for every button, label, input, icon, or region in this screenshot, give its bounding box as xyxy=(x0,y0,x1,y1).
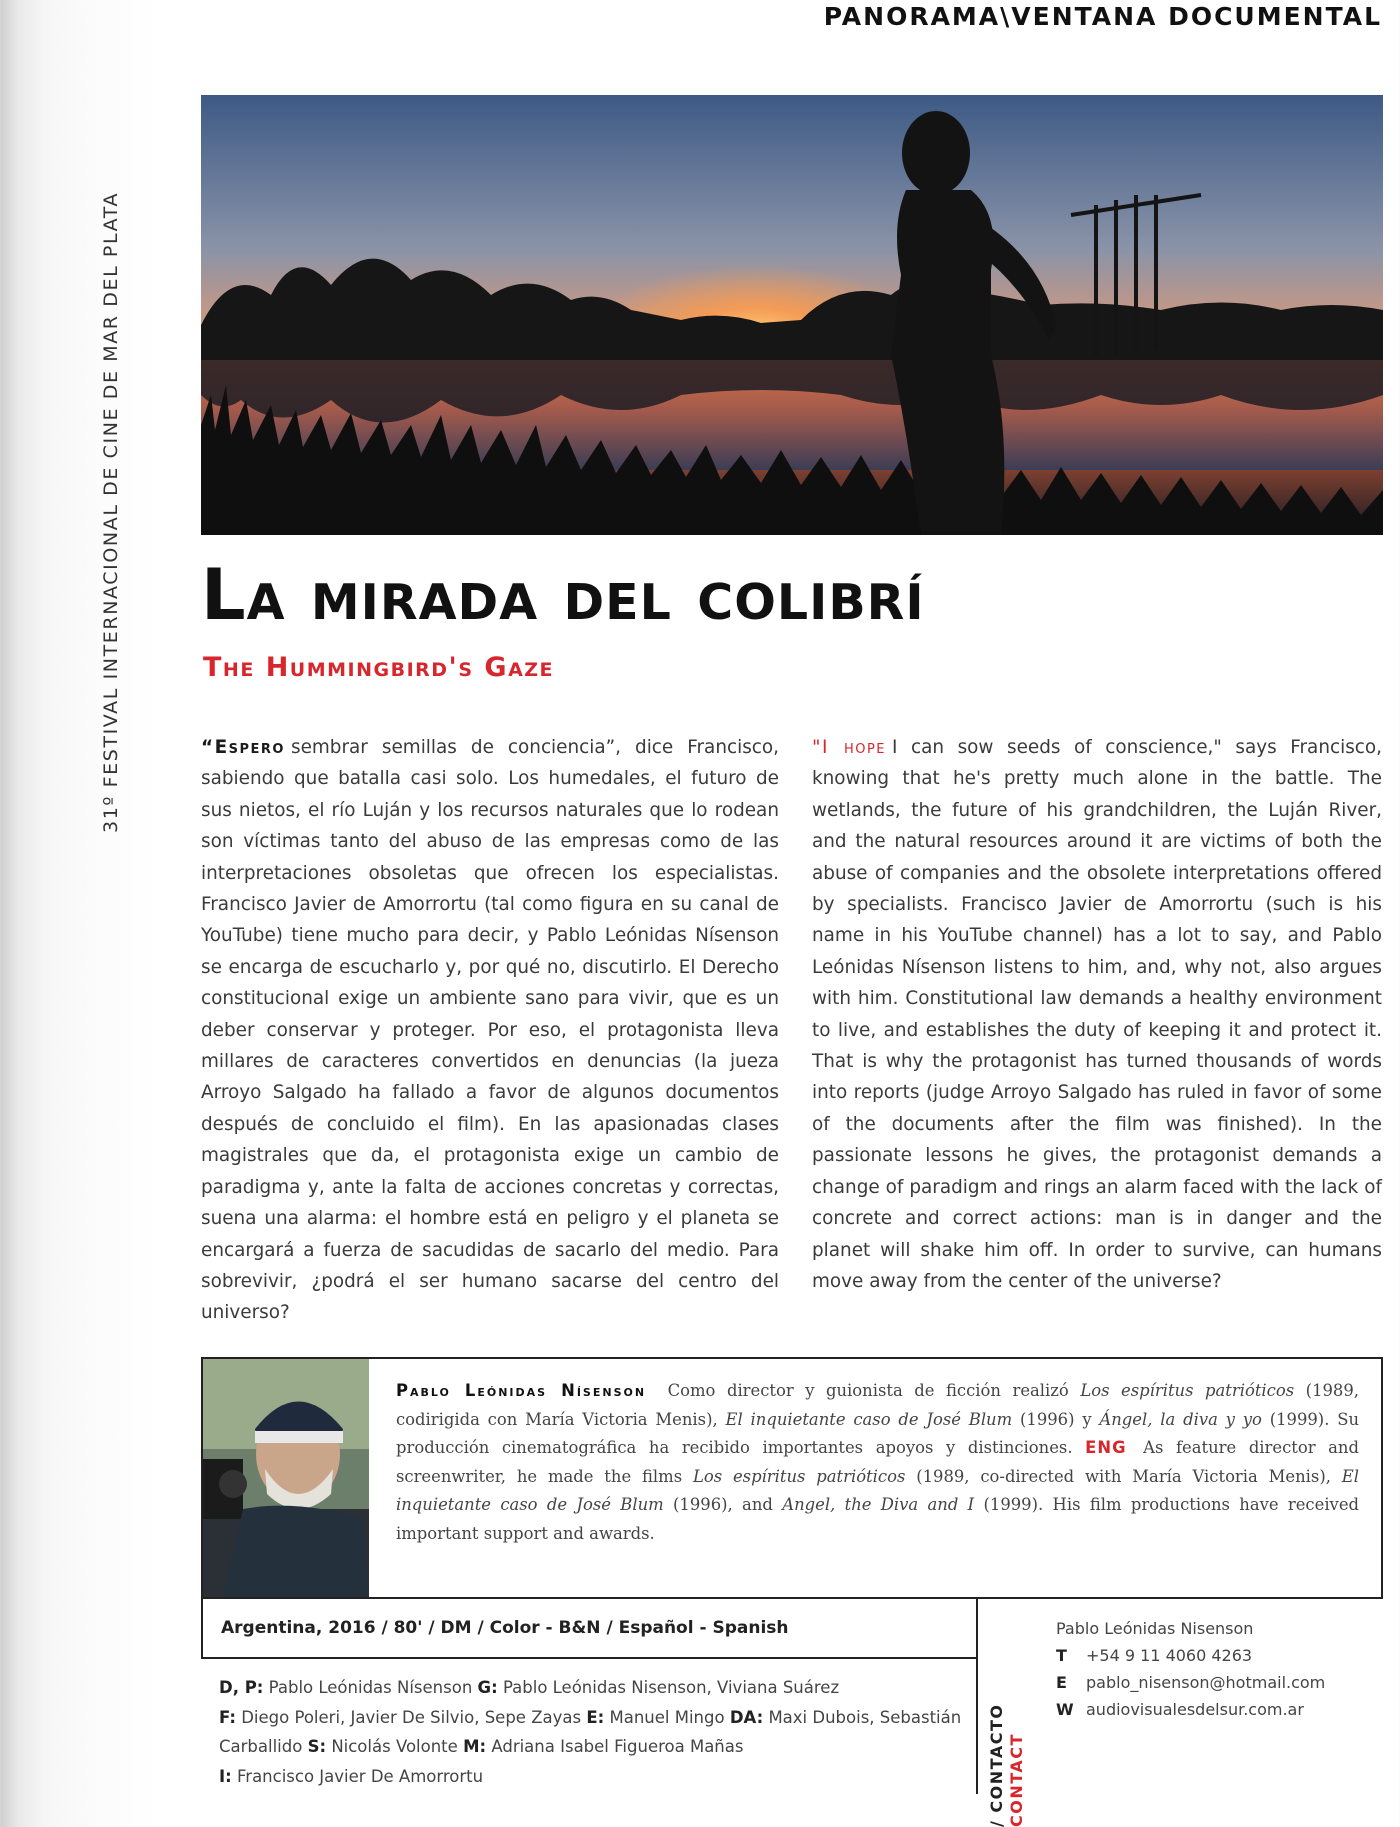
credit-value: Nicolás Volonte xyxy=(331,1737,458,1756)
credit-label: F: xyxy=(219,1707,236,1727)
credit-label: M: xyxy=(463,1737,487,1756)
synopsis-english xyxy=(812,732,1382,1297)
tech-specs-bar xyxy=(201,1599,976,1659)
contact-vertical-label xyxy=(987,1704,1027,1827)
credit-value: Manuel Mingo xyxy=(609,1707,725,1727)
bio-film-title: El inquietante caso de José Blum xyxy=(396,1466,1359,1514)
credit-value: Maxi Dubois, Sebastián Carballido xyxy=(219,1707,962,1756)
synopsis-en-lead: "I hope xyxy=(812,737,886,758)
contact-web-row xyxy=(1056,1696,1376,1723)
credit-label: S: xyxy=(307,1737,327,1756)
credit-label: D, P: xyxy=(219,1678,264,1697)
bio-es-text: (1989, codirigida con María Victoria Menis), xyxy=(396,1381,1359,1429)
credit-value: Francisco Javier De Amorrortu xyxy=(237,1766,484,1786)
credit-value: Pablo Leónidas Nísenson xyxy=(268,1678,473,1697)
bio-en-text: (1996), and xyxy=(673,1495,773,1514)
web-label: W xyxy=(1056,1700,1074,1719)
contact-label-en: CONTACT xyxy=(1007,1733,1026,1827)
director-bio-text xyxy=(396,1377,1359,1548)
contact-name: Pablo Leónidas Nisenson xyxy=(1056,1619,1254,1638)
email-label: E xyxy=(1056,1673,1067,1692)
director-name: Pablo Leónidas Nísenson xyxy=(396,1381,647,1400)
credits-box xyxy=(201,1599,1383,1827)
sunset-silhouette-image xyxy=(201,95,1383,535)
contact-website[interactable]: audiovisualesdelsur.com.ar xyxy=(1086,1700,1304,1719)
bio-es-text: Como director y guionista de ficción realizó xyxy=(667,1381,1069,1400)
credit-label: E: xyxy=(586,1707,605,1727)
contact-email-row xyxy=(1056,1669,1376,1696)
contact-label-es: / CONTACTO xyxy=(987,1703,1006,1827)
synopsis-spanish xyxy=(201,732,779,1329)
director-portrait-image xyxy=(203,1359,369,1597)
bio-film-title: El inquietante caso de José Blum xyxy=(725,1409,1013,1429)
bio-en-text: As feature director and screenwriter, he made the films xyxy=(396,1438,1359,1486)
contact-phone: +54 9 11 4060 4263 xyxy=(1086,1646,1253,1665)
hero-image xyxy=(201,95,1383,535)
bio-film-title: Los espíritus patrióticos xyxy=(692,1466,906,1486)
contact-divider xyxy=(976,1599,978,1794)
credit-value: Pablo Leónidas Nisenson, Viviana Suárez xyxy=(502,1678,840,1697)
tech-specs: Argentina, 2016 / 80' / DM / Color - B&N / Español - Spanish xyxy=(221,1618,789,1638)
bio-film-title: Los espíritus patrióticos xyxy=(1080,1381,1295,1400)
bio-es-text: (1996) y xyxy=(1020,1409,1092,1429)
bio-film-title: Ángel, la diva y yo xyxy=(1099,1409,1262,1429)
phone-label: T xyxy=(1056,1646,1067,1665)
film-credits xyxy=(219,1673,979,1791)
bio-en-text: (1989, co-directed with María Victoria Menis), xyxy=(916,1466,1331,1486)
director-photo xyxy=(203,1359,369,1597)
synopsis-es-body: sembrar semillas de conciencia”, dice Francisco, sabiendo que batalla casi solo. Los humedales, el futuro de sus nietos, el río Luján y los recursos naturales que lo rodean son víctimas tanto del abuso de las empresas como de las interpretaciones obsoletas que ofrecen los especialistas. Francisco Javier de Amorrortu (tal como figura en su canal de YouTube) tiene mucho para decir, y Pablo Leónidas Nísenson se encarga de escucharlo y, por qué no, discutirlo. El Derecho constitucional exige un ambiente sano para vivir, que es un deber conservar y proteger. Por eso, el protagonista lleva millares de caracteres convertidos en denuncias (la jueza Arroyo Salgado ha fallado a favor de algunos documentos después de concluido el film). En las apasionadas clases magistrales que da, el protagonista exige un cambio de paradigma y, ante la falta de acciones concretas y correctas, suena una alarma: el hombre está en peligro y el planeta se encargará a fuerza de sacudidas de sacarlo del medio. Para sobrevivir, ¿podrá el ser humano sacarse del centro del universo? xyxy=(201,737,779,1324)
film-subtitle: The Hummingbird's Gaze xyxy=(203,652,555,683)
synopsis-en-body: I can sow seeds of conscience," says Francisco, knowing that he's pretty much alone in the battle. The wetlands, the future of his grandchildren, the Luján River, and the natural resources around it are victims of both the abuse of companies and the obsolete interpretations offered by specialists. Francisco Javier de Amorrortu (such is his name in his YouTube channel) has a lot to say, and Pablo Leónidas Nísenson listens to him, and, why not, also argues with him. Constitutional law demands a healthy environment to live, and establishes the duty of keeping it and protect it. That is why the protagonist has turned thousands of words into reports (judge Arroyo Salgado has ruled in favor of some of the documents after the film was finished). In the passionate lessons he gives, the protagonist demands a change of paradigm and rings an alarm faced with the lack of concrete and correct actions: man is in danger and the planet will shake him off. In order to survive, can humans move away from the center of the universe? xyxy=(812,737,1382,1292)
credit-label: I: xyxy=(219,1766,232,1786)
synopsis-es-lead: “Espero xyxy=(201,737,285,758)
director-bio-box xyxy=(201,1357,1383,1599)
contact-phone-row xyxy=(1056,1642,1376,1669)
film-title: La mirada del colibrí xyxy=(201,554,925,636)
contact-email[interactable]: pablo_nisenson@hotmail.com xyxy=(1086,1673,1326,1692)
bio-es-text: (1999). Su producción cinematográfica ha recibido importantes apoyos y distinciones. xyxy=(396,1409,1360,1457)
credit-label: DA: xyxy=(729,1707,764,1727)
contact-info xyxy=(1056,1615,1376,1723)
credit-value: Diego Poleri, Javier De Silvio, Sepe Zayas xyxy=(241,1707,582,1727)
credit-value: Adriana Isabel Figueroa Mañas xyxy=(491,1737,744,1756)
eng-tag: ENG xyxy=(1085,1438,1127,1457)
credit-label: G: xyxy=(477,1678,498,1697)
bio-film-title: Angel, the Diva and I xyxy=(782,1495,975,1514)
bio-en-text: (1999). His film productions have received important support and awards. xyxy=(396,1495,1360,1543)
section-header: PANORAMA\VENTANA DOCUMENTAL xyxy=(823,2,1382,31)
festival-side-label: 31º FESTIVAL INTERNACIONAL DE CINE DE MAR DEL PLATA xyxy=(100,191,122,833)
